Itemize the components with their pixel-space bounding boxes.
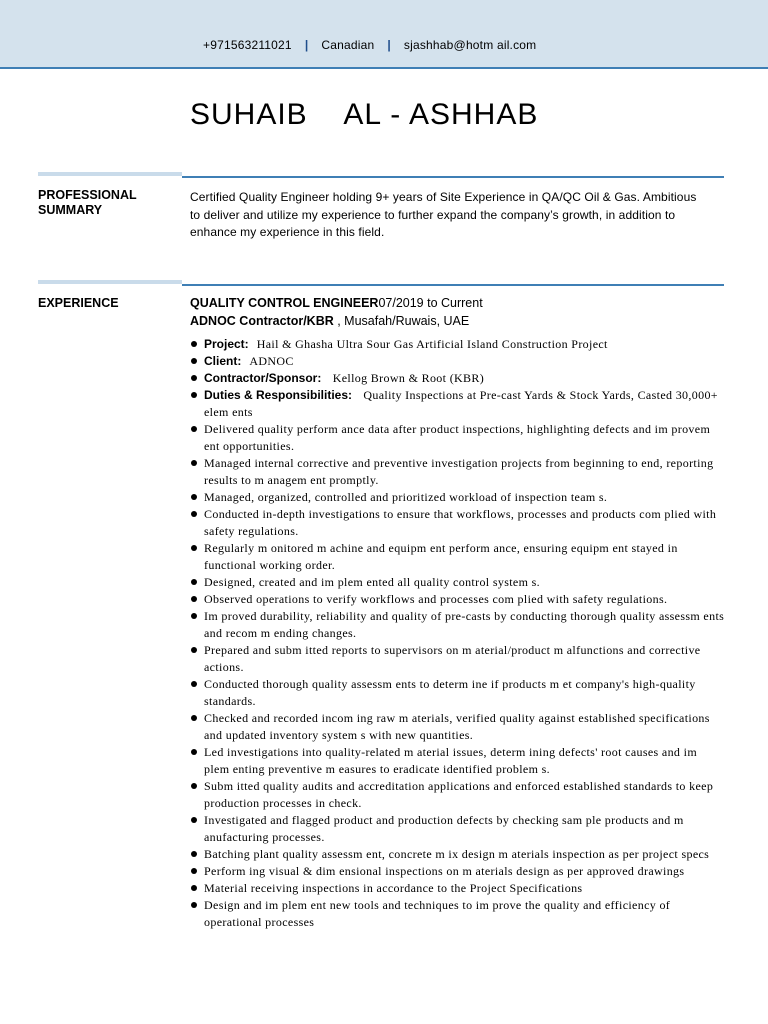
bullet-icon: [191, 749, 197, 755]
employer: ADNOC Contractor/KBR: [190, 314, 334, 328]
list-item: [190, 574, 725, 591]
list-item: [190, 744, 725, 778]
list-item: [190, 863, 725, 880]
bullet-icon: [191, 341, 197, 347]
detail-value: Kellog Brown & Root (KBR): [329, 371, 485, 385]
list-item: [190, 353, 725, 370]
bullet-icon: [191, 358, 197, 364]
list-item: [190, 710, 725, 744]
duty-text: Prepared and subm itted reports to supervisors on m aterial/product m alfunctions and corrective actions.: [204, 643, 701, 674]
section-divider: [182, 176, 724, 178]
separator: |: [304, 38, 309, 52]
list-item: [190, 540, 725, 574]
bullet-icon: [191, 596, 197, 602]
bullet-icon: [191, 647, 197, 653]
list-item: [190, 387, 725, 421]
list-item: [190, 506, 725, 540]
bullet-icon: [191, 494, 197, 500]
bullet-icon: [191, 817, 197, 823]
duty-text: Managed, organized, controlled and prioritized workload of inspection team s.: [204, 490, 608, 504]
section-divider-accent: [38, 280, 182, 284]
experience-heading: EXPERIENCE: [38, 296, 119, 310]
list-item: [190, 591, 725, 608]
detail-label: Client:: [204, 354, 242, 368]
job-employer-line: [190, 314, 469, 328]
duty-text: Subm itted quality audits and accreditation applications and enforced established standards to keep production processes in check.: [204, 779, 714, 810]
list-item: [190, 642, 725, 676]
duty-text: Delivered quality perform ance data after product inspections, highlighting defects and im provem ent opportunities.: [204, 422, 711, 453]
list-item: [190, 676, 725, 710]
duty-text: Design and im plem ent new tools and techniques to im prove the quality and efficiency of operational processes: [204, 898, 671, 929]
bullet-icon: [191, 460, 197, 466]
duties-list: [190, 336, 725, 931]
detail-value: ADNOC: [249, 354, 294, 368]
list-item: [190, 370, 725, 387]
bullet-icon: [191, 783, 197, 789]
list-item: [190, 489, 725, 506]
bullet-icon: [191, 613, 197, 619]
contact-header-bar: [0, 0, 768, 69]
bullet-icon: [191, 868, 197, 874]
list-item: [190, 608, 725, 642]
detail-label: Project:: [204, 337, 249, 351]
job-title-line: [190, 296, 483, 310]
bullet-icon: [191, 579, 197, 585]
bullet-icon: [191, 426, 197, 432]
duty-text: Investigated and flagged product and production defects by checking sam ple products and m anufacturing processes.: [204, 813, 684, 844]
job-title: QUALITY CONTROL ENGINEER: [190, 296, 379, 310]
phone-number: +971563211021: [203, 38, 292, 52]
section-divider: [182, 284, 724, 286]
duty-text: Im proved durability, reliability and quality of pre-casts by conducting thorough quality assessm ents and recom m ending changes.: [204, 609, 725, 640]
detail-label: Duties & Responsibilities:: [204, 388, 353, 402]
candidate-name: SUHAIB AL - ASHHAB: [190, 98, 539, 131]
summary-heading: PROFESSIONAL SUMMARY: [38, 188, 137, 217]
duty-text: Batching plant quality assessm ent, concrete m ix design m aterials inspection as per project specs: [204, 847, 710, 861]
list-item: [190, 455, 725, 489]
duty-text: Regularly m onitored m achine and equipm ent perform ance, ensuring equipm ent stayed in functional working order.: [204, 541, 678, 572]
section-divider-accent: [38, 172, 182, 176]
bullet-icon: [191, 375, 197, 381]
nationality: Canadian: [321, 38, 375, 52]
bullet-icon: [191, 392, 197, 398]
duty-text: Observed operations to verify workflows and processes com plied with safety regulations.: [204, 592, 668, 606]
separator: |: [387, 38, 391, 52]
detail-value: Quality Inspections at Pre-cast Yards & Stock Yards, Casted 30,000+ elem ents: [204, 388, 718, 419]
job-dates: 07/2019 to Current: [378, 296, 483, 310]
email-address[interactable]: sjashhab@hotm ail.com: [403, 38, 537, 52]
duty-text: Conducted thorough quality assessm ents to determ ine if products m et company's high-quality standards.: [204, 677, 696, 708]
list-item: [190, 421, 725, 455]
duty-text: Designed, created and im plem ented all quality control system s.: [204, 575, 540, 589]
list-item: [190, 846, 725, 863]
bullet-icon: [191, 545, 197, 551]
list-item: [190, 897, 725, 931]
duty-text: Led investigations into quality-related m aterial issues, determ ining defects' root causes and im plem enting preventive m easures to eradicate identified problem s.: [204, 745, 698, 776]
bullet-icon: [191, 715, 197, 721]
bullet-icon: [191, 681, 197, 687]
duty-text: Managed internal corrective and preventive investigation projects from beginning to end, reporting results to m anagem ent promptly.: [204, 456, 714, 487]
list-item: [190, 812, 725, 846]
duty-text: Material receiving inspections in accordance to the Project Specifications: [204, 881, 583, 895]
contact-line: [203, 38, 536, 52]
bullet-icon: [191, 851, 197, 857]
detail-label: Contractor/Sponsor:: [204, 371, 322, 385]
bullet-icon: [191, 511, 197, 517]
bullet-icon: [191, 902, 197, 908]
detail-value: Hail & Ghasha Ultra Sour Gas Artificial Island Construction Project: [256, 337, 608, 351]
summary-text: Certified Quality Engineer holding 9+ years of Site Experience in QA/QC Oil & Gas. Ambitious to deliver and utilize my experience to further expand the company’s growth, in addition to enhance my experience in this field.: [190, 190, 697, 239]
duty-text: Checked and recorded incom ing raw m aterials, verified quality against established specifications and updated inventory system s with new quantities.: [204, 711, 710, 742]
job-location: , Musafah/Ruwais, UAE: [333, 314, 470, 328]
list-item: [190, 336, 725, 353]
list-item: [190, 778, 725, 812]
duty-text: Perform ing visual & dim ensional inspections on m aterials design as per approved drawings: [204, 864, 685, 878]
list-item: [190, 880, 725, 897]
bullet-icon: [191, 885, 197, 891]
duty-text: Conducted in-depth investigations to ensure that workflows, processes and products com plied with safety regulations.: [204, 507, 717, 538]
